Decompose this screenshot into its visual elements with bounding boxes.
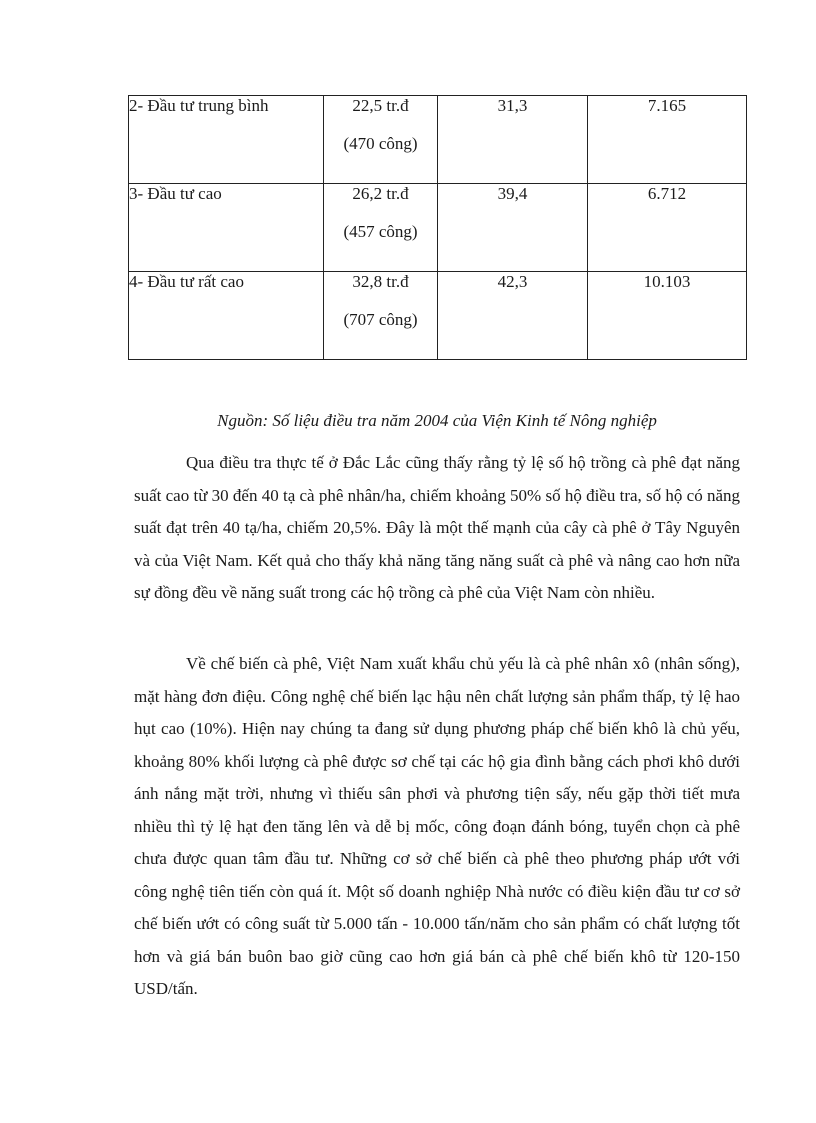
- paragraph-processing: Về chế biến cà phê, Việt Nam xuất khẩu chủ yếu là cà phê nhân xô (nhân sống), mặt hàng đơn điệu. Công nghệ chế biến lạc hậu nên chất lượng sản phẩm thấp, tỷ lệ hao hụt cao (10%). Hiện nay chúng ta đang sử dụng phương pháp chế biến khô là chủ yếu, khoảng 80% khối lượng cà phê được sơ chế tại các hộ gia đình bằng cách phơi khô dưới ánh nắng mặt trời, nhưng vì thiếu sân phơi và phương tiện sấy, nếu gặp thời tiết mưa nhiều thì tỷ lệ hạt đen tăng lên và dễ bị mốc, công đoạn đánh bóng, tuyển chọn cà phê chưa được quan tâm đầu tư. Những cơ sở chế biến cà phê theo phương pháp ướt với công nghệ tiên tiến còn quá ít. Một số doanh nghiệp Nhà nước có điều kiện đầu tư cơ sở chế biến ướt có công suất từ 5.000 tấn - 10.000 tấn/năm cho sản phẩm có chất lượng tốt hơn và giá bán buôn bao giờ cũng cao hơn giá bán cà phê chế biến khô từ 120-150 USD/tấn.: [134, 654, 740, 998]
- cost-cell: [324, 184, 438, 272]
- cost-value: 32,8 tr.đ: [352, 272, 409, 291]
- yield-value: 31,3: [438, 96, 588, 184]
- yield-value: 39,4: [438, 184, 588, 272]
- labor-value: (457 công): [343, 222, 418, 241]
- table-row: [129, 96, 747, 184]
- cost-value: 26,2 tr.đ: [352, 184, 409, 203]
- value-cell: 7.165: [588, 96, 747, 184]
- value-cell: 10.103: [588, 272, 747, 360]
- labor-value: (707 công): [343, 310, 418, 329]
- cost-cell: [324, 272, 438, 360]
- table-row: [129, 184, 747, 272]
- row-label: 4- Đầu tư rất cao: [129, 272, 324, 360]
- investment-table: [128, 95, 747, 360]
- cost-value: 22,5 tr.đ: [352, 96, 409, 115]
- yield-value: 42,3: [438, 272, 588, 360]
- labor-value: (470 công): [343, 134, 418, 153]
- table-source-note: Nguồn: Số liệu điều tra năm 2004 của Viện Kinh tế Nông nghiệp: [217, 411, 657, 430]
- row-label: 2- Đầu tư trung bình: [129, 96, 324, 184]
- table-row: [129, 272, 747, 360]
- value-cell: 6.712: [588, 184, 747, 272]
- row-label: 3- Đầu tư cao: [129, 184, 324, 272]
- paragraph-yield-analysis: Qua điều tra thực tế ở Đắc Lắc cũng thấy rằng tỷ lệ số hộ trồng cà phê đạt năng suất cao từ 30 đến 40 tạ cà phê nhân/ha, chiếm khoảng 50% số hộ điều tra, số hộ có năng suất đạt trên 40 tạ/ha, chiếm 20,5%. Đây là một thế mạnh của cây cà phê ở Tây Nguyên và của Việt Nam. Kết quả cho thấy khả năng tăng năng suất cà phê và nâng cao hơn nữa sự đồng đều về năng suất trong các hộ trồng cà phê của Việt Nam còn nhiều.: [134, 453, 740, 602]
- cost-cell: [324, 96, 438, 184]
